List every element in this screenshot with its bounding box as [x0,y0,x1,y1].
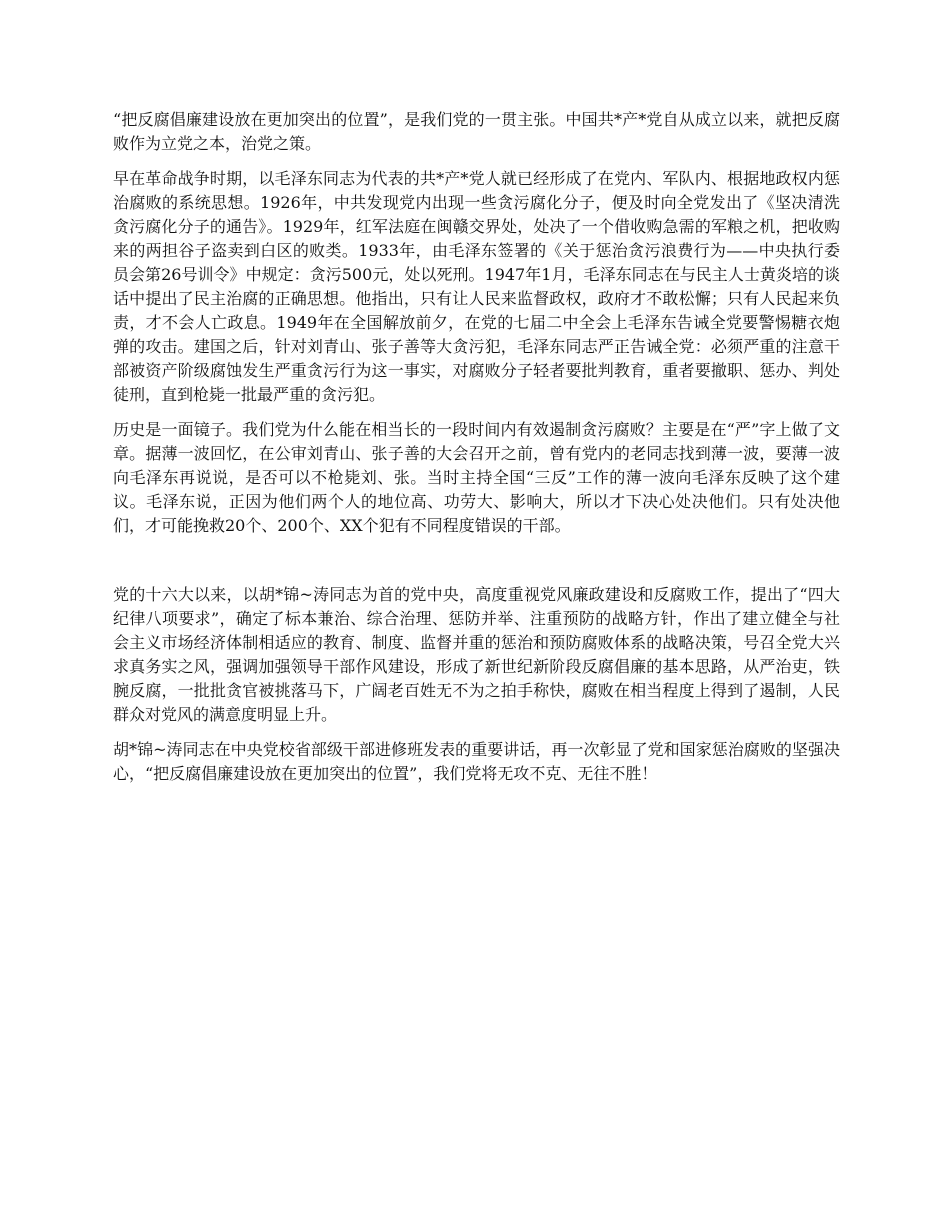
paragraph-conclusion: 胡*锦~涛同志在中央党校省部级干部进修班发表的重要讲话，再一次彰显了党和国家惩治腐败的坚强决心，“把反腐倡廉建设放在更加突出的位置”，我们党将无攻不克、无往不胜！ [113,740,840,783]
paragraph-sixteenth-congress: 党的十六大以来，以胡*锦~涛同志为首的党中央，高度重视党风廉政建设和反腐败工作，提出了“四大纪律八项要求”，确定了标本兼治、综合治理、惩防并举、注重预防的战略方针，作出了建立健全与社会主义市场经济体制相适应的教育、制度、监督并重的惩治和预防腐败体系的战略决策，号召全党大兴求真务实之风，强调加强领导干部作风建设，形成了新世纪新阶段反腐倡廉的基本思路，从严治吏，铁腕反腐，一批批贪官被挑落马下，广阔老百姓无不为之拍手称快，腐败在相当程度上得到了遏制，人民群众对党风的满意度明显上升。 [113,585,840,724]
paragraph-intro: “把反腐倡廉建设放在更加突出的位置”，是我们党的一贯主张。中国共*产*党自从成立以来，就把反腐败作为立党之本，治党之策。 [113,110,840,153]
paragraph-revolutionary-history: 早在革命战争时期，以毛泽东同志为代表的共*产*党人就已经形成了在党内、军队内、根据地政权内惩治腐败的系统思想。1926年，中共发现党内出现一些贪污腐化分子，便及时向全党发出了《坚决清洗贪污腐化分子的通告》。1929年，红军法庭在闽赣交界处，处决了一个借收购急需的军粮之机，把收购来的两担谷子盗卖到白区的败类。1933年，由毛泽东签署的《关于惩治贪污浪费行为——中央执行委员会第26号训令》中规定：贪污500元，处以死刑。1947年1月，毛泽东同志在与民主人士黄炎培的谈话中提出了民主治腐的正确思想。他指出，只有让人民来监督政权，政府才不敢松懈；只有人民起来负责，才不会人亡政息。1949年在全国解放前夕，在党的七届二中全会上毛泽东告诫全党要警惕糖衣炮弹的攻击。建国之后，针对刘青山、张子善等大贪污犯，毛泽东同志严正告诫全党：必须严重的注意干部被资产阶级腐蚀发生严重贪污行为这一事实，对腐败分子轻者要批判教育，重者要撤职、惩办、判处徒刑，直到枪毙一批最严重的贪污犯。 [113,169,840,404]
paragraph-history-mirror: 历史是一面镜子。我们党为什么能在相当长的一段时间内有效遏制贪污腐败？主要是在“严”字上做了文章。据薄一波回忆，在公审刘青山、张子善的大会召开之前，曾有党内的老同志找到薄一波，要薄一波向毛泽东再说说，是否可以不枪毙刘、张。当时主持全国“三反”工作的薄一波向毛泽东反映了这个建议。毛泽东说，正因为他们两个人的地位高、功劳大、影响大，所以才下决心处决他们。只有处决他们，才可能挽救20个、200个、XX个犯有不同程度错误的干部。 [113,420,840,535]
document-page [113,108,840,797]
section-spacer [113,549,840,583]
